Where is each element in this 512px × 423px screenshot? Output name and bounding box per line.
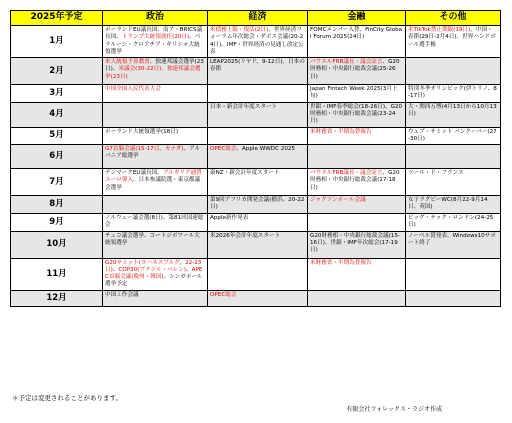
- event-text: 第9回アフリカ開発会議(横浜、20-22日): [210, 197, 305, 211]
- economy-cell: [208, 58, 308, 85]
- table-row: [11, 290, 501, 306]
- table-row: [11, 127, 501, 145]
- event-text: デンマークEU議長国、: [105, 170, 163, 177]
- highlighted-event: APEC首脳会議(慶州・韓国): [105, 266, 203, 281]
- highlighted-event: 米議会(30-22日)、独連邦議会選挙(23日): [105, 66, 201, 80]
- other-cell: [406, 214, 501, 232]
- table-row: [11, 58, 501, 85]
- event-text: ポーランドEU議長国、南ア・BRICS議長国、: [105, 27, 203, 41]
- politics-cell: [103, 85, 208, 103]
- finance-cell: [308, 58, 406, 85]
- finance-cell: [308, 214, 406, 232]
- event-text: FOMCメンバー入替、FinCity Global Forum 2025(24日): [310, 27, 403, 41]
- event-text: ノーベル賞発表、Windows10サポート終了: [408, 232, 496, 246]
- event-text: 、アルバニア総選挙: [105, 146, 201, 160]
- event-text: ノルウェー議会選(8日)、第81回国連総会: [105, 215, 204, 229]
- month-cell: 4月: [11, 102, 103, 127]
- other-cell: [406, 145, 501, 169]
- table-row: [11, 196, 501, 214]
- event-text: チェコ議会選挙、コートジボワール大統領選挙: [105, 232, 200, 246]
- economy-cell: [208, 26, 308, 58]
- highlighted-event: トランプ大統領就任(20日): [121, 34, 190, 41]
- event-text: Apple新作発表: [210, 215, 249, 222]
- politics-cell: [103, 169, 208, 196]
- economy-cell: [208, 85, 308, 103]
- event-text: 、: [186, 266, 192, 273]
- economy-cell: [208, 102, 308, 127]
- other-cell: [406, 258, 501, 290]
- event-text: ポーランド大統領選挙(18日): [105, 128, 179, 135]
- highlighted-event: 米大統領予算教書: [105, 59, 150, 66]
- event-text: 、世界経済フォーラム年次総会・ダボス会議(20-24日)、IMF・世界経済の見通し改定公表: [210, 27, 304, 55]
- economy-cell: [208, 258, 308, 290]
- event-text: LEAP2025(リヤド、9-12日)、日本の春節: [210, 59, 305, 73]
- event-text: 大・関西万博(4月13日から10月13日): [408, 103, 497, 117]
- finance-cell: [308, 102, 406, 127]
- politics-cell: [103, 127, 208, 145]
- economy-cell: [208, 214, 308, 232]
- politics-cell: [103, 145, 208, 169]
- economy-cell: [208, 127, 308, 145]
- month-cell: 8月: [11, 196, 103, 214]
- other-cell: [406, 102, 501, 127]
- header-politics: 政治: [103, 11, 208, 26]
- month-cell: 2月: [11, 58, 103, 85]
- month-cell: 6月: [11, 145, 103, 169]
- month-cell: 5月: [11, 127, 103, 145]
- header-finance: 金融: [308, 11, 406, 26]
- politics-cell: [103, 231, 208, 258]
- table-row: [11, 169, 501, 196]
- finance-cell: [308, 127, 406, 145]
- finance-cell: [308, 290, 406, 306]
- table-row: [11, 85, 501, 103]
- header-row: [11, 11, 501, 26]
- header-economy: 経済: [208, 11, 308, 26]
- finance-cell: [308, 169, 406, 196]
- event-text: 女子ラグビーWC(8月22-9月14日、英国): [408, 197, 488, 211]
- finance-cell: [308, 231, 406, 258]
- table-row: [11, 102, 501, 127]
- other-cell: [406, 290, 501, 306]
- schedule-body: [11, 26, 501, 307]
- highlighted-event: ジャクソンホール会議: [310, 197, 366, 204]
- highlighted-event: 米財務省・半期為替報告: [310, 128, 372, 135]
- event-text: 、中国・春節(29日-2月4日)、世界ハンドボール選手権: [408, 27, 496, 48]
- highlighted-event: G7首脳会議(15-17日、カナダ): [105, 146, 184, 153]
- event-text: 米2026年会計年度スタート: [210, 232, 281, 239]
- footnote: ＊予定は変更されることがあります。: [12, 394, 122, 402]
- event-text: 、シンガポール選挙予定: [105, 274, 203, 288]
- politics-cell: [103, 58, 208, 85]
- event-text: 中国工作会議: [105, 291, 139, 298]
- economy-cell: [208, 196, 308, 214]
- highlighted-event: 中国全国人民代表大会: [105, 86, 161, 93]
- month-cell: 1月: [11, 26, 103, 58]
- event-text: ウェブ・サミット バンクーバー(27-30日): [408, 128, 497, 142]
- header-year: 2025年予定: [11, 11, 103, 26]
- finance-cell: [308, 26, 406, 58]
- event-text: 世銀・IMF春季総会(18-26日)、G20財務相・中央銀行総裁会議(23-24日): [310, 103, 403, 125]
- header-other: その他: [406, 11, 501, 26]
- highlighted-event: 米債務上限・復活(2日): [210, 27, 269, 33]
- event-text: ビッグ・テック・ロンドン(24-25日): [408, 215, 494, 229]
- month-cell: 11月: [11, 258, 103, 290]
- highlighted-event: ブルガリア通貨ユーロ導入: [105, 170, 202, 184]
- finance-cell: [308, 258, 406, 290]
- month-cell: 12月: [11, 290, 103, 306]
- month-cell: 7月: [11, 169, 103, 196]
- highlighted-event: OPEC総会: [210, 146, 237, 153]
- politics-cell: [103, 258, 208, 290]
- highlighted-event: パウエルFRB議長・議会証言: [310, 170, 383, 177]
- economy-cell: [208, 169, 308, 196]
- politics-cell: [103, 102, 208, 127]
- event-text: 特別冬季オリンピック(伊トリノ、8-17日): [408, 86, 497, 100]
- event-text: ツール・ド・フランス: [408, 170, 464, 177]
- politics-cell: [103, 26, 208, 58]
- month-cell: 3月: [11, 85, 103, 103]
- month-cell: 10月: [11, 231, 103, 258]
- event-text: 、Apple WWDC 2025: [236, 146, 295, 153]
- event-text: 、独連邦議会選挙(23日)、: [105, 59, 204, 73]
- finance-cell: [308, 145, 406, 169]
- highlighted-event: パウエルFRB議長・議会証言: [310, 59, 383, 66]
- table-row: [11, 145, 501, 169]
- event-text: 、G20財務相・中央銀行総裁会議(25-26日): [310, 59, 400, 80]
- other-cell: [406, 231, 501, 258]
- event-text: 、: [112, 266, 119, 273]
- other-cell: [406, 127, 501, 145]
- politics-cell: [103, 214, 208, 232]
- other-cell: [406, 26, 501, 58]
- month-cell: 9月: [11, 214, 103, 232]
- politics-cell: [103, 196, 208, 214]
- highlighted-event: COP30(ブラジル・ベレン): [118, 266, 187, 273]
- credit: 有限会社フォレックス・ラジオ作成: [346, 406, 442, 413]
- highlighted-event: OPEC総会: [210, 291, 237, 298]
- economy-cell: [208, 231, 308, 258]
- other-cell: [406, 169, 501, 196]
- event-text: 豪NZ・新会計年度スタート: [210, 170, 280, 177]
- other-cell: [406, 58, 501, 85]
- schedule-table: [10, 10, 501, 307]
- highlighted-event: 米TikTok禁止期限(19日): [408, 27, 471, 33]
- table-row: [11, 214, 501, 232]
- finance-cell: [308, 196, 406, 214]
- event-text: 、ベラルーシ・クロアチア・ギリシャ大統領選挙: [105, 34, 201, 55]
- table-row: [11, 231, 501, 258]
- event-text: G20財務相・中央銀行総裁会議(15-16日)、世銀・IMF年次総会(17-19日): [310, 232, 400, 254]
- other-cell: [406, 85, 501, 103]
- economy-cell: [208, 290, 308, 306]
- event-text: 、G20財務相・中央銀行総裁会議(17-18日): [310, 170, 400, 191]
- other-cell: [406, 196, 501, 214]
- politics-cell: [103, 290, 208, 306]
- table-row: [11, 258, 501, 290]
- event-text: Japan Fintech Week 2025(3月上旬): [310, 86, 398, 100]
- finance-cell: [308, 85, 406, 103]
- event-text: 、日本参議院選・東京都議会選挙: [105, 177, 201, 191]
- table-row: [11, 26, 501, 58]
- highlighted-event: G20サミット(ヨハネスブルグ、22-23日): [105, 259, 202, 273]
- economy-cell: [208, 145, 308, 169]
- highlighted-event: 米財務省・半期為替報告: [310, 259, 372, 266]
- event-text: 日本・新会計年度スタート: [210, 103, 278, 110]
